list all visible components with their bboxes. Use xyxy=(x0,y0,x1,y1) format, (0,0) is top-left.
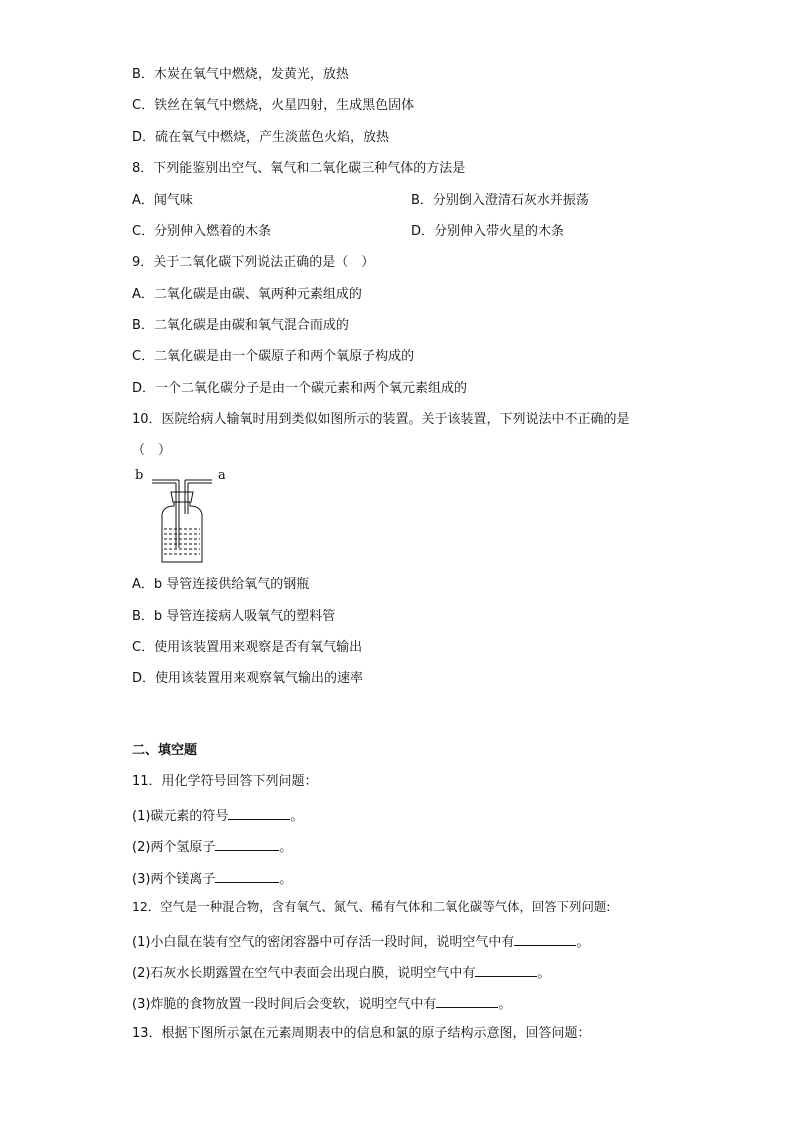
answer-blank[interactable] xyxy=(215,870,279,883)
q7-option-b: B．木炭在氧气中燃烧，发黄光，放热 xyxy=(132,67,349,82)
q11-stem: 11．用化学符号回答下列问题： xyxy=(132,774,318,789)
answer-blank[interactable] xyxy=(475,964,537,977)
q9-option-d: D．一个二氧化碳分子是由一个碳元素和两个氧元素组成的 xyxy=(132,381,468,396)
period: 。 xyxy=(498,997,512,1012)
label-tube-a: a xyxy=(218,468,226,483)
q9-stem: 9．关于二氧化碳下列说法正确的是（ ） xyxy=(132,255,375,270)
q12-part-3-text: (3)炸脆的食物放置一段时间后会变软，说明空气中有 xyxy=(132,997,437,1012)
q8-option-b: B．分别倒入澄清石灰水并振荡 xyxy=(411,193,589,208)
q7-option-c: C．铁丝在氧气中燃烧，火星四射，生成黑色固体 xyxy=(132,98,415,113)
answer-blank[interactable] xyxy=(215,838,279,851)
q11-part-2-text: (2)两个氢原子 xyxy=(132,840,216,855)
answer-blank[interactable] xyxy=(436,995,498,1008)
section-title-fill-blank: 二、填空题 xyxy=(132,743,198,758)
period: 。 xyxy=(576,935,590,950)
q9-option-a: A．二氧化碳是由碳、氧两种元素组成的 xyxy=(132,287,362,302)
q10-option-c: C．使用该装置用来观察是否有氧气输出 xyxy=(132,640,363,655)
period: 。 xyxy=(537,966,551,981)
period: 。 xyxy=(279,872,293,887)
label-tube-b: b xyxy=(135,468,144,483)
answer-blank[interactable] xyxy=(514,933,576,946)
q9-option-c: C．二氧化碳是由一个碳原子和两个氧原子构成的 xyxy=(132,349,415,364)
q10-option-d: D．使用该装置用来观察氧气输出的速率 xyxy=(132,671,364,686)
q12-part-1-text: (1)小白鼠在装有空气的密闭容器中可存活一段时间，说明空气中有 xyxy=(132,935,515,950)
q12-stem: 12．空气是一种混合物，含有氧气、氮气、稀有气体和二氧化碳等气体，回答下列问题: xyxy=(132,899,611,914)
q8-stem: 8．下列能鉴别出空气、氧气和二氧化碳三种气体的方法是 xyxy=(132,161,466,176)
q8-option-d: D．分别伸入带火星的木条 xyxy=(411,224,565,239)
q7-option-d: D．硫在氧气中燃烧，产生淡蓝色火焰，放热 xyxy=(132,130,390,145)
q10-answer-paren: （ ） xyxy=(132,443,172,458)
period: 。 xyxy=(290,809,304,824)
answer-blank[interactable] xyxy=(228,807,290,820)
q11-part-2 xyxy=(132,838,292,854)
gas-washing-bottle-diagram xyxy=(148,474,218,568)
q11-part-1 xyxy=(132,807,303,823)
q11-part-1-text: (1)碳元素的符号 xyxy=(132,809,229,824)
q11-part-3 xyxy=(132,870,292,886)
q8-option-a: A．闻气味 xyxy=(132,193,193,208)
q8-option-c: C．分别伸入燃着的木条 xyxy=(132,224,272,239)
q11-part-3-text: (3)两个镁离子 xyxy=(132,872,216,887)
q10-option-a: A．b 导管连接供给氧气的钢瓶 xyxy=(132,577,310,592)
period: 。 xyxy=(279,840,293,855)
q10-stem: 10．医院给病人输氧时用到类似如图所示的装置。关于该装置，下列说法中不正确的是 xyxy=(132,412,630,427)
q12-part-2-text: (2)石灰水长期露置在空气中表面会出现白膜，说明空气中有 xyxy=(132,966,476,981)
q10-option-b: B．b 导管连接病人吸氧气的塑料管 xyxy=(132,609,336,624)
q13-stem: 13．根据下图所示氯在元素周期表中的信息和氯的原子结构示意图，回答问题： xyxy=(132,1026,591,1041)
q9-option-b: B．二氧化碳是由碳和氧气混合而成的 xyxy=(132,318,349,333)
q12-part-1 xyxy=(132,933,589,949)
q12-part-3 xyxy=(132,995,511,1011)
q12-part-2 xyxy=(132,964,550,980)
